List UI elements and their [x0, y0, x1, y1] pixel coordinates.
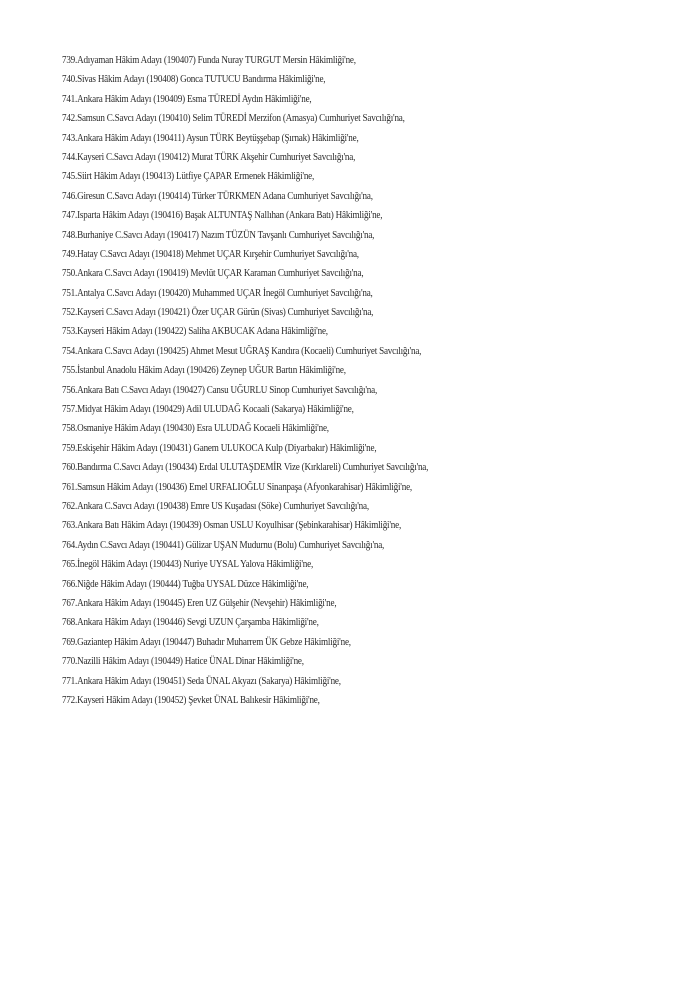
entry-number: 758.	[62, 423, 78, 435]
entry-number: 767.	[62, 597, 78, 609]
entry-number: 755.	[62, 365, 78, 377]
entry-number: 764.	[62, 539, 78, 551]
entry-text: Samsun C.Savcı Adayı (190410) Selim TÜREDİ Merzifon (Amasya) Cumhuriyet Savcılığı'na,	[77, 113, 405, 125]
entry-text: Nazilli Hâkim Adayı (190449) Hatice ÜNAL Dinar Hâkimliği'ne,	[77, 656, 304, 668]
entry-text: Ankara Hâkim Adayı (190409) Esma TÜREDİ Aydın Hâkimliği'ne,	[77, 93, 312, 105]
entry-number: 770.	[62, 656, 78, 668]
entry-text: Kayseri C.Savcı Adayı (190412) Murat TÜRK Akşehir Cumhuriyet Savcılığı'na,	[77, 151, 356, 163]
entry-number: 763.	[62, 520, 78, 532]
list-item	[62, 497, 595, 516]
list-item	[62, 187, 595, 206]
list-item	[62, 691, 595, 710]
entry-text: Gaziantep Hâkim Adayı (190447) Buhadır Muharrem ÜK Gebze Hâkimliği'ne,	[77, 636, 351, 648]
entry-number: 760.	[62, 462, 78, 474]
entry-number: 756.	[62, 384, 78, 396]
entry-number: 766.	[62, 578, 78, 590]
list-item	[62, 516, 595, 535]
entry-number: 752.	[62, 307, 78, 319]
entry-number: 771.	[62, 675, 78, 687]
list-item	[62, 458, 595, 477]
list-item	[62, 303, 595, 322]
entry-number: 742.	[62, 113, 78, 125]
entry-text: Adıyaman Hâkim Adayı (190407) Funda Nuray TURGUT Mersin Hâkimliği'ne,	[77, 55, 356, 66]
list-item	[62, 633, 595, 652]
entry-text: İnegöl Hâkim Adayı (190443) Nuriye UYSAL Yalova Hâkimliği'ne,	[77, 559, 314, 571]
entry-number: 743.	[62, 132, 78, 144]
entry-number: 740.	[62, 74, 78, 86]
entry-number: 765.	[62, 559, 78, 571]
list-item	[62, 575, 595, 594]
entry-number: 748.	[62, 229, 78, 241]
list-item	[62, 536, 595, 555]
list-item	[62, 206, 595, 225]
list-item	[62, 148, 595, 167]
list-item	[62, 245, 595, 264]
entry-text: Kayseri C.Savcı Adayı (190421) Özer UÇAR Gürün (Sivas) Cumhuriyet Savcılığı'na,	[77, 307, 374, 319]
entry-number: 745.	[62, 171, 78, 183]
list-item	[62, 555, 595, 574]
list-item	[62, 284, 595, 303]
entry-text: Giresun C.Savcı Adayı (190414) Türker TÜRKMEN Adana Cumhuriyet Savcılığı'na,	[77, 190, 373, 202]
entry-text: Bandırma C.Savcı Adayı (190434) Erdal ULUTAŞDEMİR Vize (Kırklareli) Cumhuriyet Savcılığı'na,	[77, 462, 429, 474]
entry-text: Ankara Batı Hâkim Adayı (190439) Osman USLU Koyulhisar (Şebinkarahisar) Hâkimliği'ne,	[77, 520, 402, 532]
list-item	[62, 70, 595, 89]
entry-text: Niğde Hâkim Adayı (190444) Tuğba UYSAL Düzce Hâkimliği'ne,	[77, 578, 309, 590]
entry-text: Kayseri Hâkim Adayı (190452) Şevket ÜNAL Balıkesir Hâkimliği'ne,	[77, 694, 320, 706]
entry-text: Ankara C.Savcı Adayı (190438) Emre US Kuşadası (Söke) Cumhuriyet Savcılığı'na,	[77, 500, 369, 512]
list-item	[62, 90, 595, 109]
entry-number: 772.	[62, 694, 78, 706]
entry-text: Ankara Hâkim Adayı (190445) Eren UZ Gülşehir (Nevşehir) Hâkimliği'ne,	[77, 597, 337, 609]
entry-number: 761.	[62, 481, 78, 493]
entry-number: 759.	[62, 442, 78, 454]
list-item	[62, 342, 595, 361]
list-item	[62, 439, 595, 458]
list-item	[62, 613, 595, 632]
entry-number: 769.	[62, 636, 78, 648]
list-item	[62, 322, 595, 341]
entry-text: Hatay C.Savcı Adayı (190418) Mehmet UÇAR Kırşehir Cumhuriyet Savcılığı'na,	[77, 248, 359, 260]
list-item	[62, 226, 595, 245]
entry-text: Burhaniye C.Savcı Adayı (190417) Nazım TÜZÜN Tavşanlı Cumhuriyet Savcılığı'na,	[77, 229, 375, 241]
entry-text: İstanbul Anadolu Hâkim Adayı (190426) Zeynep UĞUR Bartın Hâkimliği'ne,	[77, 365, 346, 377]
entry-text: Samsun Hâkim Adayı (190436) Emel URFALIOĞLU Sinanpaşa (Afyonkarahisar) Hâkimliği'ne,	[77, 481, 412, 493]
entry-text: Ankara Hâkim Adayı (190446) Sevgi UZUN Çarşamba Hâkimliği'ne,	[77, 617, 319, 629]
entry-text: Kayseri Hâkim Adayı (190422) Saliha AKBUCAK Adana Hâkimliği'ne,	[77, 326, 328, 338]
entry-text: Ankara C.Savcı Adayı (190425) Ahmet Mesut UĞRAŞ Kandıra (Kocaeli) Cumhuriyet Savcılığı'na,	[77, 345, 422, 357]
list-item	[62, 129, 595, 148]
entry-number: 751.	[62, 287, 78, 299]
list-item	[62, 51, 595, 70]
entry-number: 739.	[62, 55, 78, 66]
entry-number: 753.	[62, 326, 78, 338]
entry-number: 768.	[62, 617, 78, 629]
entry-number: 741.	[62, 93, 78, 105]
entry-text: Aydın C.Savcı Adayı (190441) Gülizar UŞAN Mudurnu (Bolu) Cumhuriyet Savcılığı'na,	[77, 539, 385, 551]
entry-text: Isparta Hâkim Adayı (190416) Başak ALTUNTAŞ Nallıhan (Ankara Batı) Hâkimliği'ne,	[77, 210, 383, 222]
entry-number: 744.	[62, 151, 78, 163]
appointment-list	[62, 51, 682, 710]
list-item	[62, 264, 595, 283]
entry-text: Midyat Hâkim Adayı (190429) Adil ULUDAĞ Kocaali (Sakarya) Hâkimliği'ne,	[77, 404, 354, 416]
list-item	[62, 400, 595, 419]
entry-number: 754.	[62, 345, 78, 357]
list-item	[62, 672, 595, 691]
entry-text: Ankara Hâkim Adayı (190451) Seda ÜNAL Akyazı (Sakarya) Hâkimliği'ne,	[77, 675, 341, 687]
entry-number: 749.	[62, 248, 78, 260]
list-item	[62, 361, 595, 380]
entry-text: Sivas Hâkim Adayı (190408) Gonca TUTUCU Bandırma Hâkimliği'ne,	[77, 74, 326, 86]
list-item	[62, 381, 595, 400]
list-item	[62, 478, 595, 497]
entry-number: 762.	[62, 500, 78, 512]
entry-number: 750.	[62, 268, 78, 280]
list-item	[62, 419, 595, 438]
entry-text: Eskişehir Hâkim Adayı (190431) Ganem ULUKOCA Kulp (Diyarbakır) Hâkimliği'ne,	[77, 442, 377, 454]
entry-number: 747.	[62, 210, 78, 222]
list-item	[62, 594, 595, 613]
list-item	[62, 167, 595, 186]
list-item	[62, 109, 595, 128]
entry-text: Ankara C.Savcı Adayı (190419) Mevlüt UÇAR Karaman Cumhuriyet Savcılığı'na,	[77, 268, 364, 280]
entry-text: Ankara Hâkim Adayı (190411) Aysun TÜRK Beytüşşebap (Şırnak) Hâkimliği'ne,	[77, 132, 359, 144]
entry-number: 746.	[62, 190, 78, 202]
entry-number: 757.	[62, 404, 78, 416]
entry-text: Siirt Hâkim Adayı (190413) Lütfiye ÇAPAR Ermenek Hâkimliği'ne,	[77, 171, 315, 183]
entry-text: Ankara Batı C.Savcı Adayı (190427) Cansu UĞURLU Sinop Cumhuriyet Savcılığı'na,	[77, 384, 378, 396]
entry-text: Antalya C.Savcı Adayı (190420) Muhammed UÇAR İnegöl Cumhuriyet Savcılığı'na,	[77, 287, 373, 299]
entry-text: Osmaniye Hâkim Adayı (190430) Esra ULUDAĞ Kocaeli Hâkimliği'ne,	[77, 423, 329, 435]
list-item	[62, 652, 595, 671]
